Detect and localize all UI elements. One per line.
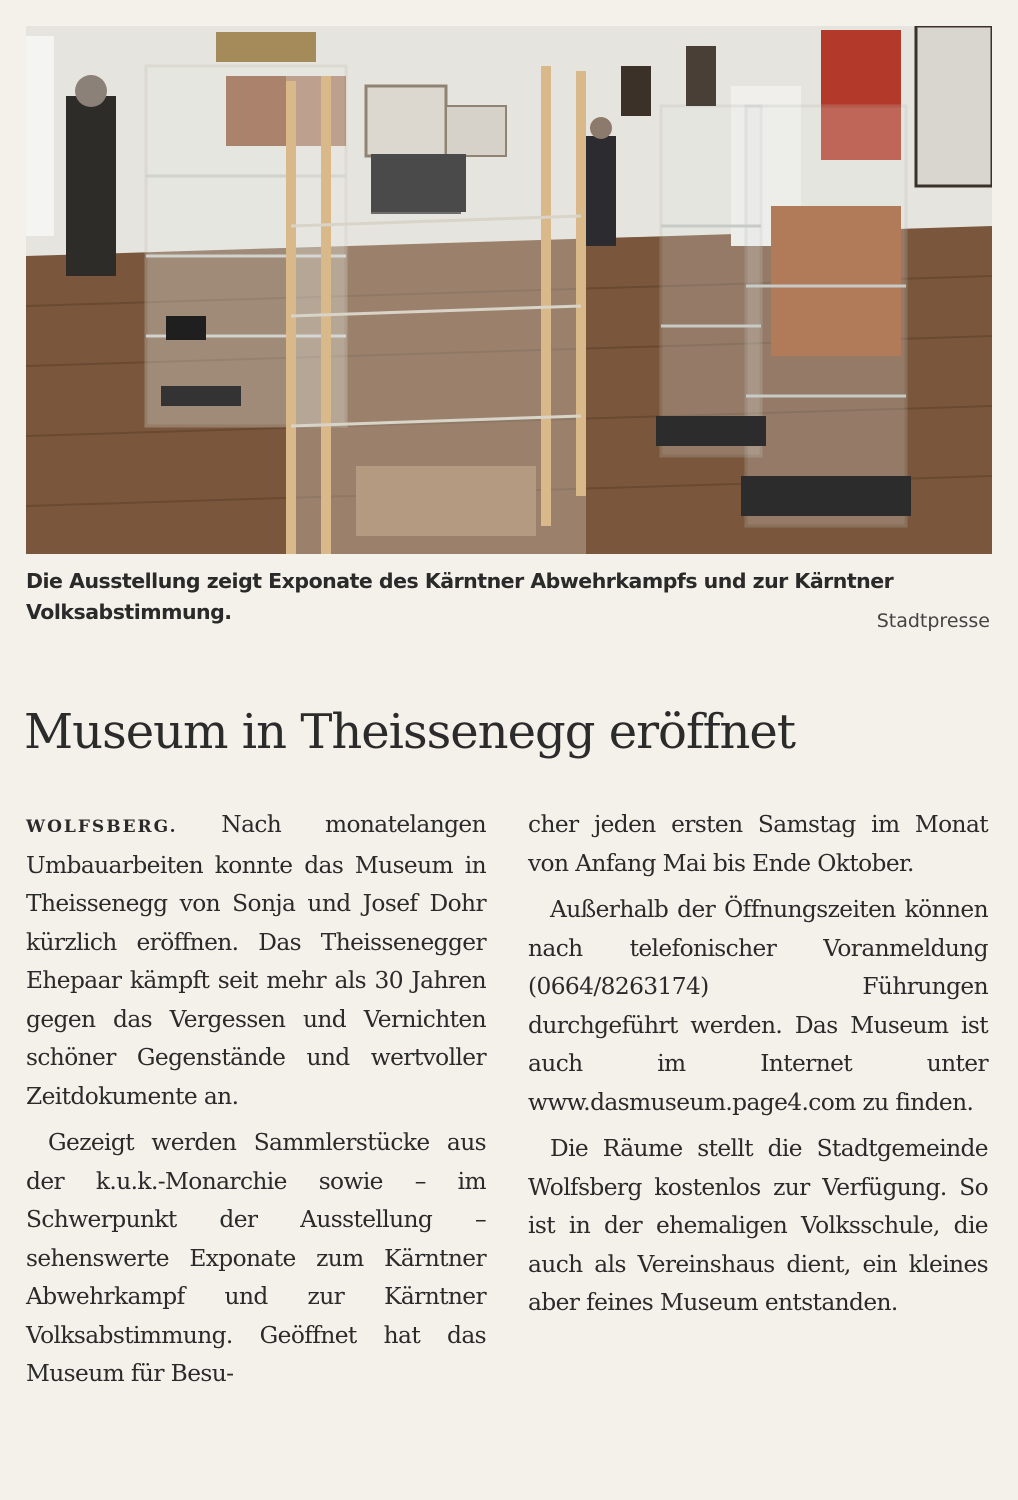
article-paragraph <box>26 806 486 1116</box>
article-column-right <box>528 806 988 1323</box>
dateline: WOLFSBERG. <box>26 817 178 837</box>
article-text: Nach monatelangen Umbauarbeiten konnte das Museum in Theissenegg von Sonja und Josef Dohr kürzlich eröffnen. Das Theissenegger Ehepaar kämpft seit mehr als 30 Jahren gegen das Vergessen und Vernichten schöner Gegenstände und wertvoller Zeitdokumente an. <box>26 811 486 1110</box>
photo-credit: Stadtpresse <box>876 610 990 632</box>
article-paragraph: Gezeigt werden Sammlerstücke aus der k.u.k.-Monarchie sowie – im Schwerpunkt der Ausstellung – sehenswerte Exponate zum Kärntner Abwehrkampf und zur Kärntner Volksabstimmung. Geöffnet hat das Museum für Besu- <box>26 1129 486 1387</box>
article-paragraph: Die Räume stellt die Stadtgemeinde Wolfsberg kostenlos zur Verfügung. So ist in der ehemaligen Volksschule, die auch als Vereinshaus dient, ein kleines aber feines Museum entstanden. <box>528 1135 988 1316</box>
article-paragraph: Außerhalb der Öffnungszeiten können nach telefonischer Voranmeldung (0664/8263174) Führungen durchgeführt werden. Das Museum ist auch im Internet unter www.dasmuseum.page4.com zu finden. <box>528 896 988 1116</box>
photo-caption: Die Ausstellung zeigt Exponate des Kärntner Abwehrkampfs und zur Kärntner Volksabstimmung. <box>26 569 894 624</box>
photo-illustration <box>26 26 992 554</box>
article-paragraph: cher jeden ersten Samstag im Monat von Anfang Mai bis Ende Oktober. <box>528 811 988 877</box>
museum-exhibition-photo <box>26 26 992 554</box>
article-column-left <box>26 806 486 1394</box>
headline: Museum in Theissenegg eröffnet <box>24 704 796 760</box>
